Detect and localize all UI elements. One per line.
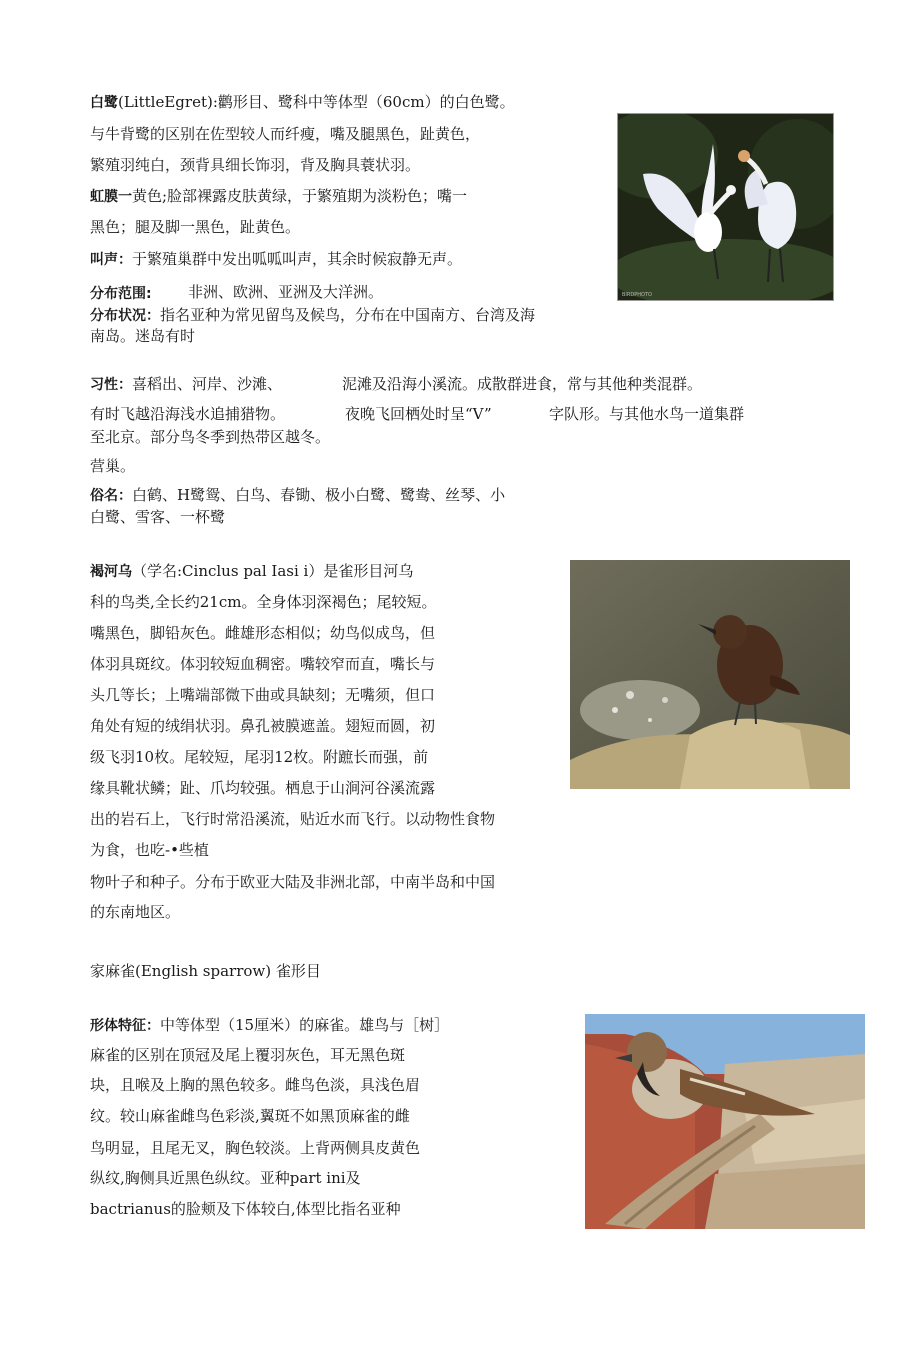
egret-title <box>90 92 515 113</box>
egret-iris <box>90 186 467 207</box>
dipper-title-label: 褐河乌 <box>90 564 132 580</box>
egret-iris-text: 黄色;脸部裸露皮肤黄绿，于繁殖期为淡粉色；嘴一 <box>132 187 468 205</box>
dipper-line-2: 嘴黑色，脚铅灰色。雌雄形态相似；幼鸟似成鸟，但 <box>90 624 436 642</box>
egret-iris-label: 虹膜一 <box>90 189 132 205</box>
dipper-line-1: 科的鸟类,全长约21cm。全身体羽深褐色；尾较短。 <box>90 593 437 611</box>
dipper-title <box>90 561 413 582</box>
egret-habit2-a: 有时飞越沿海浅水追捕猎物。 <box>90 405 286 423</box>
egret-photo <box>617 113 834 301</box>
egret-status-line-2: 南岛。迷岛有时 <box>90 327 196 345</box>
sparrow-feature-text: 中等体型（15厘米）的麻雀。雄鸟与［树］ <box>160 1016 450 1034</box>
dipper-line-4: 头几等长；上嘴端部微下曲或具缺刻；无嘴须，但口 <box>90 686 436 704</box>
sparrow-photo <box>585 1014 865 1229</box>
sparrow-line-2: 块，且喉及上胸的黑色较多。雌鸟色淡，具浅色眉 <box>90 1076 421 1094</box>
egret-call <box>90 249 462 270</box>
dipper-line-10: 物叶子和种子。分布于欧亚大陆及非洲北部，中南半岛和中国 <box>90 873 496 891</box>
egret-habit3: 至北京。部分鸟冬季到热带区越冬。 <box>90 428 331 446</box>
sparrow-line-3: 纹。较山麻雀雌鸟色彩淡,翼斑不如黑顶麻雀的雌 <box>90 1107 410 1125</box>
egret-call-text: 于繁殖巢群中发出呱呱叫声，其余时候寂静无声。 <box>132 250 463 268</box>
egret-call-label: 叫声： <box>90 252 132 268</box>
dipper-line-5: 角处有短的绒绢状羽。鼻孔被膜遮盖。翅短而圆，初 <box>90 717 436 735</box>
egret-habit4: 营巢。 <box>90 457 136 475</box>
sparrow-line-5: 纵纹,胸侧具近黑色纵纹。亚种part ini及 <box>90 1169 361 1187</box>
dipper-title-text: （学名:Cinclus pal Iasi i）是雀形目河乌 <box>132 562 414 580</box>
egret-habit-label: 习性：喜稻出、河岸、沙滩、 <box>90 375 283 393</box>
sparrow-line-6: bactrianus的脸颊及下体较白,体型比指名亚种 <box>90 1200 401 1218</box>
egret-alias-line-2: 白鹭、雪客、一杯鹭 <box>90 508 226 526</box>
egret-photo-caption: BIRDPHOTO <box>622 292 652 298</box>
egret-habit-text-a: 喜稻出、河岸、沙滩、 <box>132 375 283 393</box>
egret-status <box>90 305 535 326</box>
sparrow-line-4: 鸟明显，且尾无叉，胸色较淡。上背两侧具皮黄色 <box>90 1139 421 1157</box>
egret-title-label: 白鹭 <box>90 95 118 111</box>
sparrow-line-1: 麻雀的区别在顶冠及尾上覆羽灰色，耳无黑色斑 <box>90 1046 406 1064</box>
egret-alias <box>90 485 505 506</box>
egret-habit-text-b: 泥滩及沿海小溪流。成散群进食，常与其他种类混群。 <box>342 375 703 393</box>
dipper-line-6: 级飞羽10枚。尾较短，尾羽12枚。附蹠长而强，前 <box>90 748 429 766</box>
sparrow-feature <box>90 1015 449 1036</box>
egret-title-text: (LittleEgret):鹳形目、鹭科中等体型（60cm）的白色鹭。 <box>118 93 515 111</box>
dipper-line-8: 出的岩石上，飞行时常沿溪流，贴近水而飞行。以动物性食物 <box>90 810 496 828</box>
egret-status-text: 指名亚种为常见留鸟及候鸟，分布在中国南方、台湾及海 <box>160 306 536 324</box>
sparrow-heading: 家麻雀(English sparrow) 雀形目 <box>90 962 321 980</box>
egret-desc-line-1: 与牛背鹭的区别在佐型较人而纤瘦，嘴及腿黑色，趾黄色， <box>90 125 481 143</box>
dipper-photo <box>570 560 850 789</box>
egret-habit2-c: 字队形。与其他水鸟一道集群 <box>549 405 745 423</box>
egret-range-label: 分布范围: <box>90 286 152 302</box>
dipper-line-3: 体羽具斑纹。体羽较短血稠密。嘴较窄而直，嘴长与 <box>90 655 436 673</box>
egret-desc-line-2: 繁殖羽纯白，颈背具细长饰羽，背及胸具蓑状羽。 <box>90 156 421 174</box>
egret-alias-label: 俗名： <box>90 488 132 504</box>
egret-alias-text: 白鹤、H鹭鸳、白鸟、春锄、极小白鹭、鹭鸯、丝琴、小 <box>132 486 506 504</box>
egret-range-text: 非洲、欧洲、亚洲及大洋洲。 <box>188 283 384 301</box>
egret-iris-line-2: 黑色；腿及脚一黑色，趾黄色。 <box>90 218 301 236</box>
dipper-line-9: 为食，也吃-•些植 <box>90 841 209 859</box>
sparrow-feature-label: 形体特征： <box>90 1018 160 1034</box>
dipper-line-11: 的东南地区。 <box>90 903 181 921</box>
egret-status-label: 分布状况： <box>90 308 160 324</box>
dipper-line-7: 缘具靴状鳞；趾、爪均较强。栖息于山涧河谷溪流露 <box>90 779 436 797</box>
egret-habit2-b: 夜晚飞回栖处时呈“V” <box>345 405 492 423</box>
